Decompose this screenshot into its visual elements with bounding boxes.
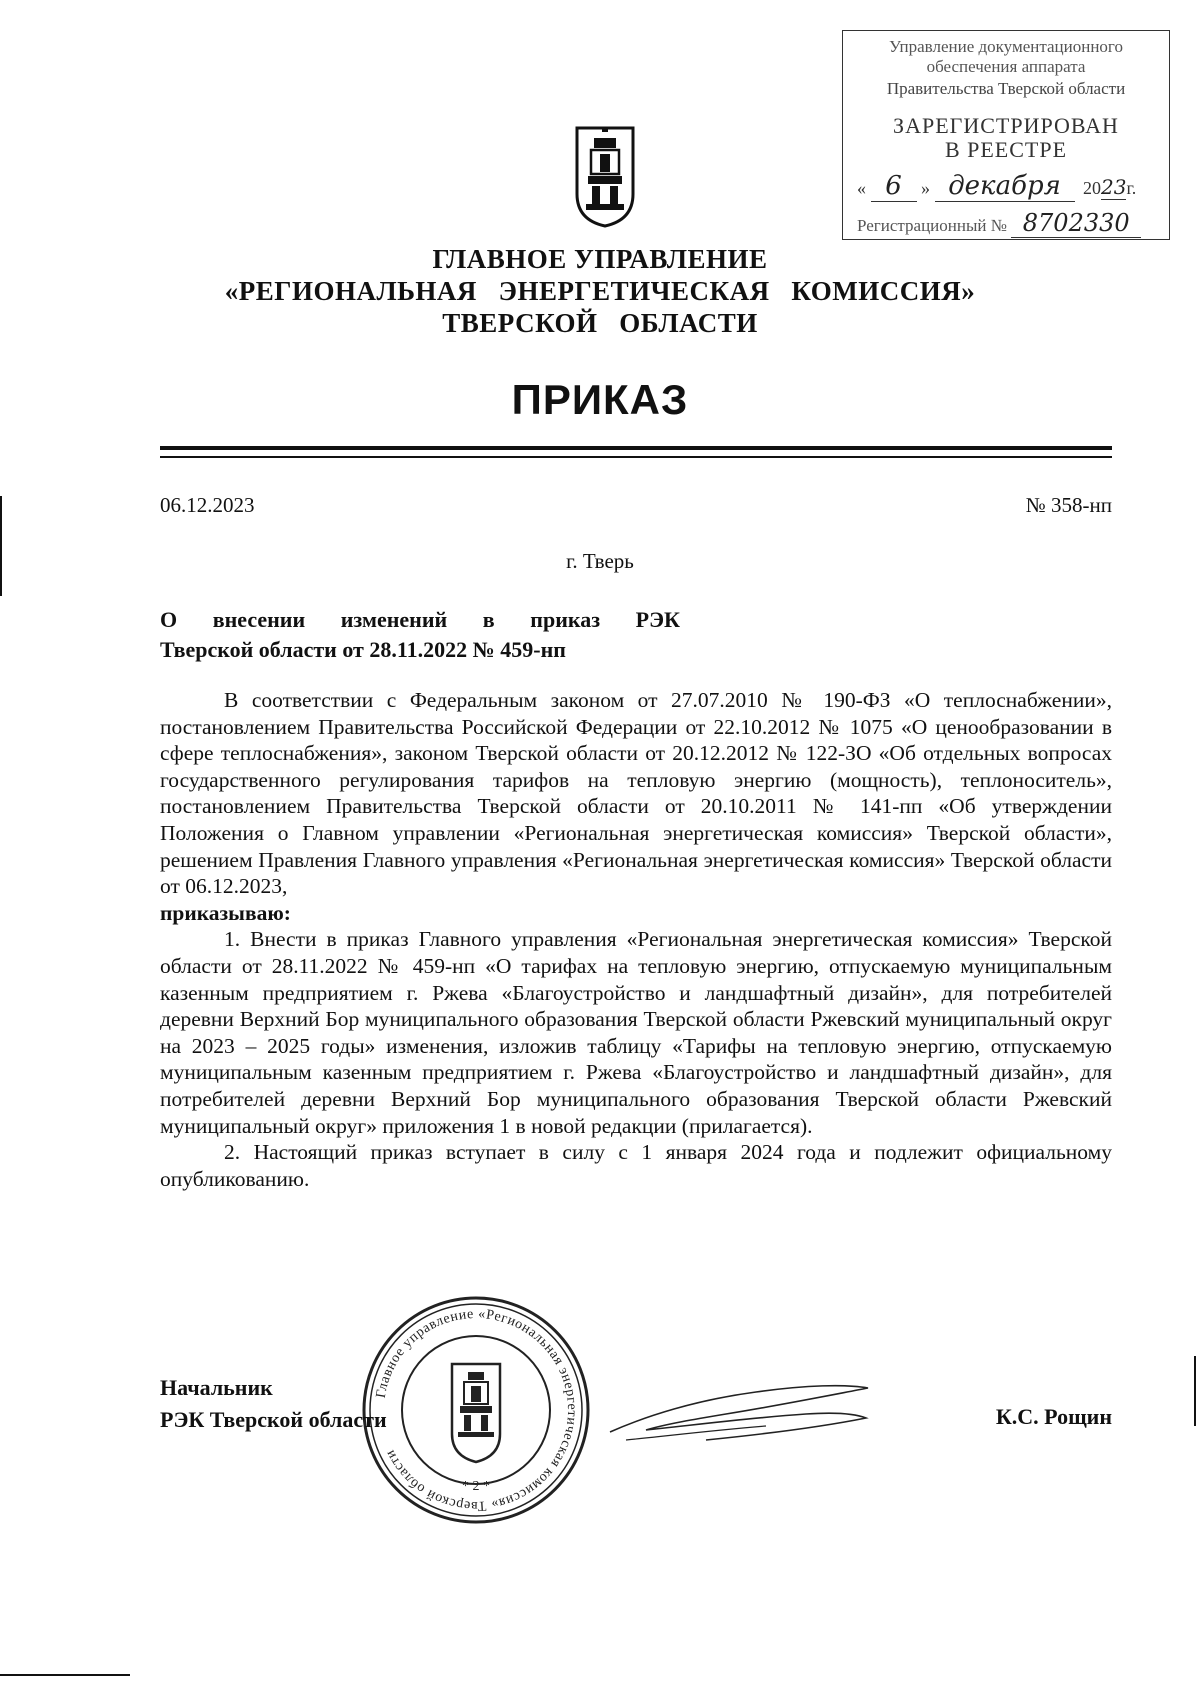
stamp-date-year-prefix: 20 — [1083, 178, 1101, 198]
official-seal-icon — [360, 1294, 592, 1526]
document-body — [160, 687, 1112, 1192]
header-rule-thick — [160, 446, 1112, 450]
body-preamble: В соответствии с Федеральным законом от 27.07.2010 № 190-ФЗ «О теплоснабжении», постановлением Правительства Российской Федерации от 22.10.2012 № 1075 «О ценообразовании в сфере теплоснабжения», законом Тверской области от 20.12.2012 № 122-ЗО «Об отдельных вопросах государственного регулирования тарифов на тепловую энергию (мощность), теплоноситель», постановлением Правительства Тверской области от 20.10.2011 № 141-пп «Об утверждении Положения о Главном управлении «Региональная энергетическая комиссия» Тверской области», решением Правления Главного управления «Региональная энергетическая комиссия» Тверской области от 06.12.2023, — [160, 688, 1112, 899]
stamp-date-year-suffix: 23 — [1101, 175, 1127, 199]
stamp-office-line2: обеспечения аппарата — [926, 57, 1086, 76]
stamp-registration-number: 8702330 — [1011, 209, 1141, 238]
body-order-word: приказываю: — [160, 900, 291, 925]
header-line1: ГЛАВНОЕ УПРАВЛЕНИЕ — [432, 244, 768, 274]
signatory-position — [160, 1372, 387, 1436]
stamp-date-open-quote: « — [857, 178, 866, 198]
scan-edge-mark-bottom — [0, 1674, 130, 1676]
stamp-date-day: 6 — [871, 171, 917, 202]
stamp-date-year-unit: г. — [1126, 178, 1137, 198]
stamp-registration-line — [857, 209, 1141, 238]
stamp-status-line1: ЗАРЕГИСТРИРОВАН — [893, 113, 1119, 138]
signatory-position-line2: РЭК Тверской области — [160, 1407, 387, 1432]
stamp-date-month: декабря — [935, 171, 1075, 202]
header-line2: «РЕГИОНАЛЬНАЯ ЭНЕРГЕТИЧЕСКАЯ КОМИССИЯ» — [224, 276, 976, 306]
signatory-name: К.С. Рощин — [995, 1404, 1112, 1429]
subject-line2: Тверской области от 28.11.2022 № 459-нп — [160, 637, 566, 662]
registration-stamp — [842, 30, 1170, 240]
document-date: 06.12.2023 — [160, 493, 255, 517]
document-number: № 358-нп — [1025, 493, 1112, 517]
stamp-office-line3: Правительства Тверской области — [886, 79, 1126, 98]
handwritten-signature-icon — [606, 1370, 876, 1460]
stamp-office-line1: Управление документационного — [889, 37, 1123, 56]
body-item-2: 2. Настоящий приказ вступает в силу с 1 января 2024 года и подлежит официальному опубликованию. — [160, 1140, 1112, 1191]
document-title: ПРИКАЗ — [511, 376, 689, 423]
subject-line1: О внесении изменений в приказ РЭК — [160, 607, 680, 632]
document-city: г. Тверь — [566, 549, 634, 573]
stamp-status-line2: В РЕЕСТРЕ — [944, 137, 1068, 162]
coat-of-arms-icon — [574, 124, 636, 228]
signatory-position-line1: Начальник — [160, 1375, 273, 1400]
seal-ring-text: Главное управление «Региональная энергетическая комиссия» Тверской области — [373, 1306, 580, 1514]
scan-edge-mark-left — [0, 496, 2, 596]
body-item-1: 1. Внести в приказ Главного управления «Региональная энергетическая комиссия» Тверской области от 28.11.2022 № 459-нп «О тарифах на тепловую энергию, отпускаемую муниципальным казенным предприятием г. Ржева «Благоустройство и ландшафтный дизайн», для потребителей деревни Верхний Бор муниципального образования Тверской области Ржевский муниципальный округ на 2023 – 2025 годы» изменения, изложив таблицу «Тарифы на тепловую энергию, отпускаемую муниципальным казенным предприятием г. Ржева «Благоустройство и ландшафтный дизайн», для потребителей деревни Верхний Бор муниципального образования Тверской области Ржевский муниципальный округ» приложения 1 в новой редакции (прилагается). — [160, 927, 1112, 1138]
seal-center-text: * 2 * — [462, 1479, 490, 1494]
stamp-date — [857, 171, 1136, 202]
scan-edge-mark-right — [1194, 1356, 1196, 1426]
stamp-registration-label: Регистрационный № — [857, 216, 1007, 235]
document-subject — [160, 605, 680, 665]
stamp-date-close-quote: » — [921, 178, 930, 198]
header-rule-thin — [160, 456, 1112, 458]
header-line3: ТВЕРСКОЙ ОБЛАСТИ — [442, 308, 758, 338]
